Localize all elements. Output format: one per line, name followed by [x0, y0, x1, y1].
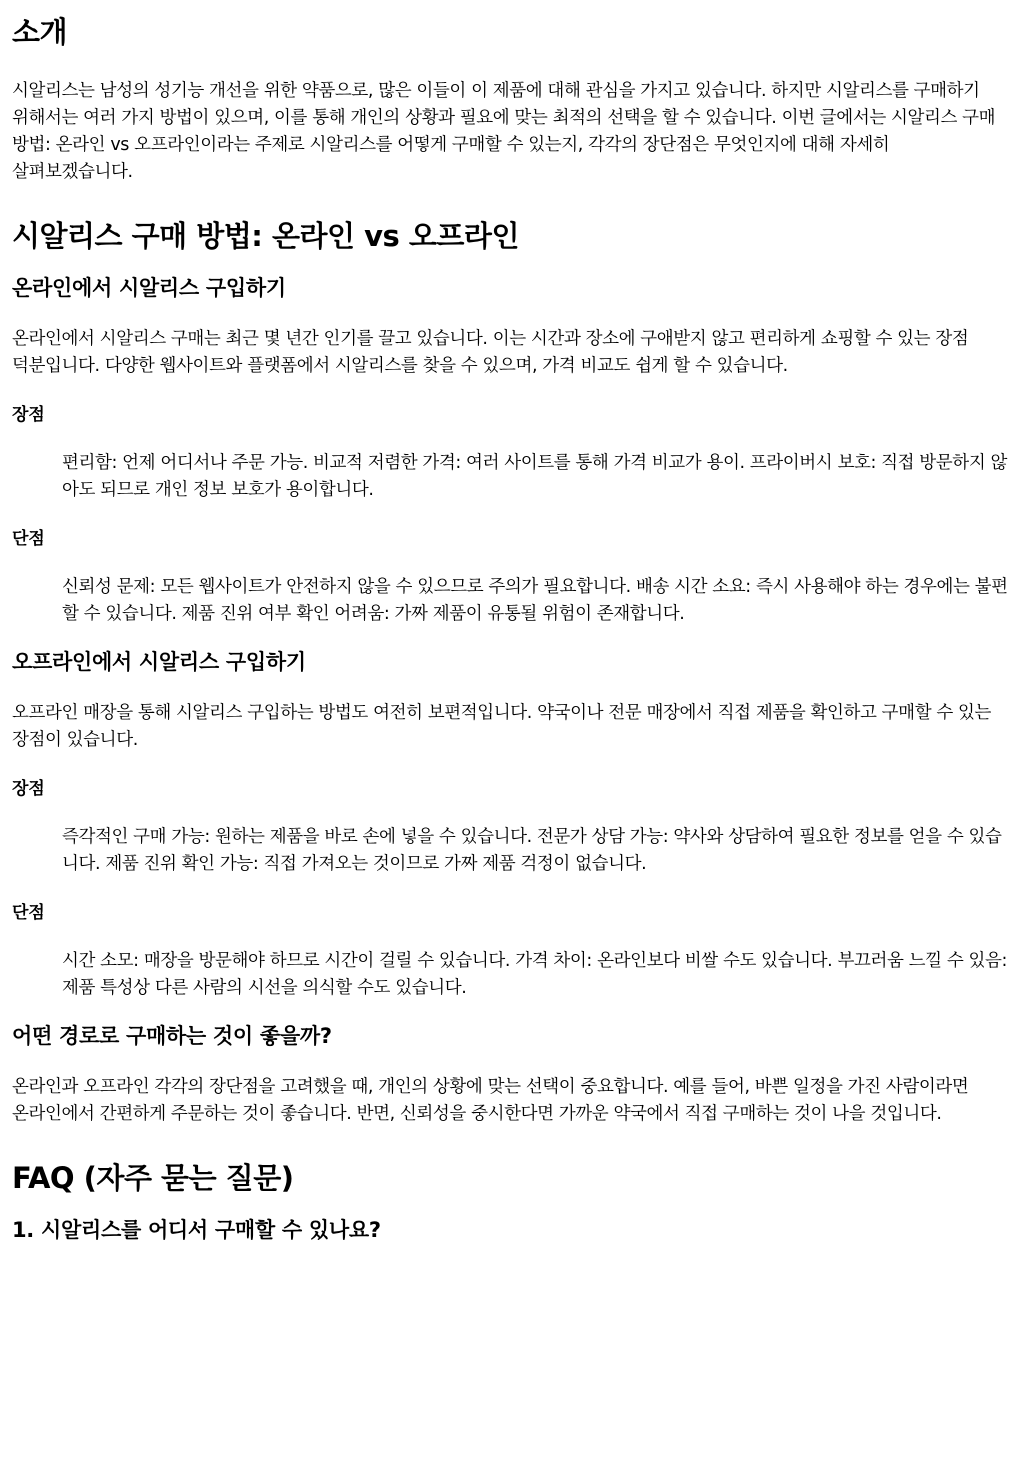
offline-heading: 오프라인에서 시알리스 구입하기 — [12, 650, 306, 674]
online-cons-heading: 단점 — [12, 529, 45, 549]
offline-cons-quote: 시간 소모: 매장을 방문해야 하므로 시간이 걸릴 수 있습니다. 가격 차이: 온라인보다 비쌀 수도 있습니다. 부끄러움 느낄 수 있음: 제품 특성상 다른 사람의 시선을 의식할 수도 있습니다. — [62, 951, 1007, 998]
online-cons-quote: 신뢰성 문제: 모든 웹사이트가 안전하지 않을 수 있으므로 주의가 필요합니다. 배송 시간 소요: 즉시 사용해야 하는 경우에는 불편할 수 있습니다. 제품 진위 여부 확인 어려움: 가짜 제품이 유통될 위험이 존재합니다. — [62, 577, 1008, 624]
intro-heading: 소개 — [12, 15, 68, 49]
which-heading: 어떤 경로로 구매하는 것이 좋을까? — [12, 1024, 332, 1048]
faq-question-1: 1. 시알리스를 어디서 구매할 수 있나요? — [12, 1218, 381, 1242]
which-paragraph: 온라인과 오프라인 각각의 장단점을 고려했을 때, 개인의 상황에 맞는 선택이 중요합니다. 예를 들어, 바쁜 일정을 가진 사람이라면 온라인에서 간편하게 주문하는 것이 좋습니다. 반면, 신뢰성을 중시한다면 가까운 약국에서 직접 구매하는 것이 나을 것입니다. — [12, 1077, 969, 1124]
article — [12, 14, 1012, 1244]
intro-paragraph: 시알리스는 남성의 성기능 개선을 위한 약품으로, 많은 이들이 이 제품에 대해 관심을 가지고 있습니다. 하지만 시알리스를 구매하기 위해서는 여러 가지 방법이 있으며, 이를 통해 개인의 상황과 필요에 맞는 최적의 선택을 할 수 있습니다. 이번 글에서는 시알리스 구매 방법: 온라인 vs 오프라인이라는 주제로 시알리스를 어떻게 구매할 수 있는지, 각각의 장단점은 무엇인지에 대해 자세히 살펴보겠습니다. — [12, 81, 996, 182]
online-paragraph: 온라인에서 시알리스 구매는 최근 몇 년간 인기를 끌고 있습니다. 이는 시간과 장소에 구애받지 않고 편리하게 쇼핑할 수 있는 장점 덕분입니다. 다양한 웹사이트와 플랫폼에서 시알리스를 찾을 수 있으며, 가격 비교도 쉽게 할 수 있습니다. — [12, 329, 969, 376]
offline-paragraph: 오프라인 매장을 통해 시알리스 구입하는 방법도 여전히 보편적입니다. 약국이나 전문 매장에서 직접 제품을 확인하고 구매할 수 있는 장점이 있습니다. — [12, 703, 992, 750]
offline-pros-quote: 즉각적인 구매 가능: 원하는 제품을 바로 손에 넣을 수 있습니다. 전문가 상담 가능: 약사와 상담하여 필요한 정보를 얻을 수 있습니다. 제품 진위 확인 가능: 직접 가져오는 것이므로 가짜 제품 걱정이 없습니다. — [62, 827, 1002, 874]
main-heading: 시알리스 구매 방법: 온라인 vs 오프라인 — [12, 219, 519, 253]
online-pros-quote: 편리함: 언제 어디서나 주문 가능. 비교적 저렴한 가격: 여러 사이트를 통해 가격 비교가 용이. 프라이버시 보호: 직접 방문하지 않아도 되므로 개인 정보 보호가 용이합니다. — [62, 453, 1007, 500]
offline-pros-heading: 장점 — [12, 779, 45, 799]
online-pros-heading: 장점 — [12, 405, 45, 425]
offline-cons-heading: 단점 — [12, 903, 45, 923]
online-heading: 온라인에서 시알리스 구입하기 — [12, 276, 286, 300]
faq-heading: FAQ (자주 묻는 질문) — [12, 1161, 294, 1195]
